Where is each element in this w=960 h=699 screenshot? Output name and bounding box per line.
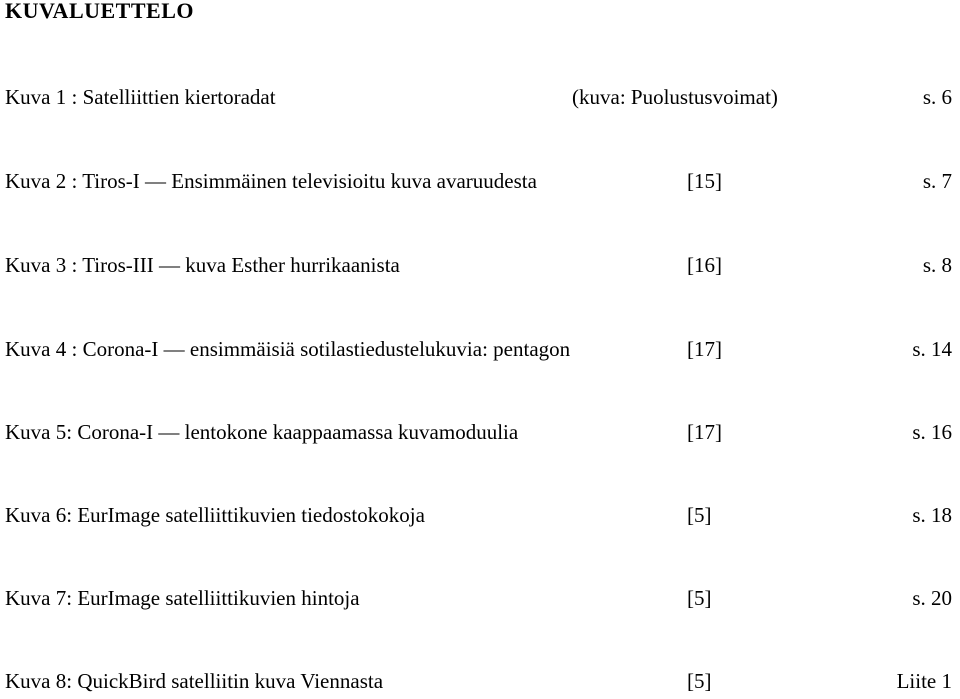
figure-description: Kuva 1 : Satelliittien kiertoradat	[5, 85, 276, 109]
figure-page: s. 14	[912, 337, 952, 361]
figure-list-item	[0, 503, 960, 533]
figure-description: Kuva 8: QuickBird satelliitin kuva Viennasta	[5, 669, 384, 693]
figure-list-item	[0, 586, 960, 616]
figure-source: [17]	[687, 420, 722, 444]
figure-source: [16]	[687, 253, 722, 277]
figure-list-item	[0, 669, 960, 699]
figure-description: Kuva 7: EurImage satelliittikuvien hintoja	[5, 586, 360, 610]
figure-source: [15]	[687, 169, 722, 193]
figure-description: Kuva 5: Corona-I — lentokone kaappaamassa kuvamoduulia	[5, 420, 519, 444]
figure-source: (kuva: Puolustusvoimat)	[572, 85, 778, 109]
figure-page: s. 6	[922, 85, 952, 109]
figure-source: [5]	[687, 586, 712, 610]
figure-list-item	[0, 85, 960, 115]
figure-page: s. 16	[912, 420, 952, 444]
page-title: KUVALUETTELO	[5, 0, 194, 23]
figure-page: s. 18	[912, 503, 952, 527]
figure-source: [5]	[687, 669, 712, 693]
figure-page: s. 7	[922, 169, 952, 193]
figure-source: [5]	[687, 503, 712, 527]
figure-source: [17]	[687, 337, 722, 361]
figure-page: s. 20	[912, 586, 952, 610]
figure-list-item	[0, 169, 960, 199]
figure-list-item	[0, 253, 960, 283]
figure-list-item	[0, 420, 960, 450]
figure-description: Kuva 3 : Tiros-III — kuva Esther hurrikaanista	[5, 253, 400, 277]
figure-description: Kuva 6: EurImage satelliittikuvien tiedostokokoja	[5, 503, 425, 527]
figure-description: Kuva 4 : Corona-I — ensimmäisiä sotilastiedustelukuvia: pentagon	[5, 337, 571, 361]
figure-page: s. 8	[922, 253, 952, 277]
figure-page: Liite 1	[896, 669, 952, 693]
figure-list-item	[0, 337, 960, 367]
figure-description: Kuva 2 : Tiros-I — Ensimmäinen televisioitu kuva avaruudesta	[5, 169, 537, 193]
